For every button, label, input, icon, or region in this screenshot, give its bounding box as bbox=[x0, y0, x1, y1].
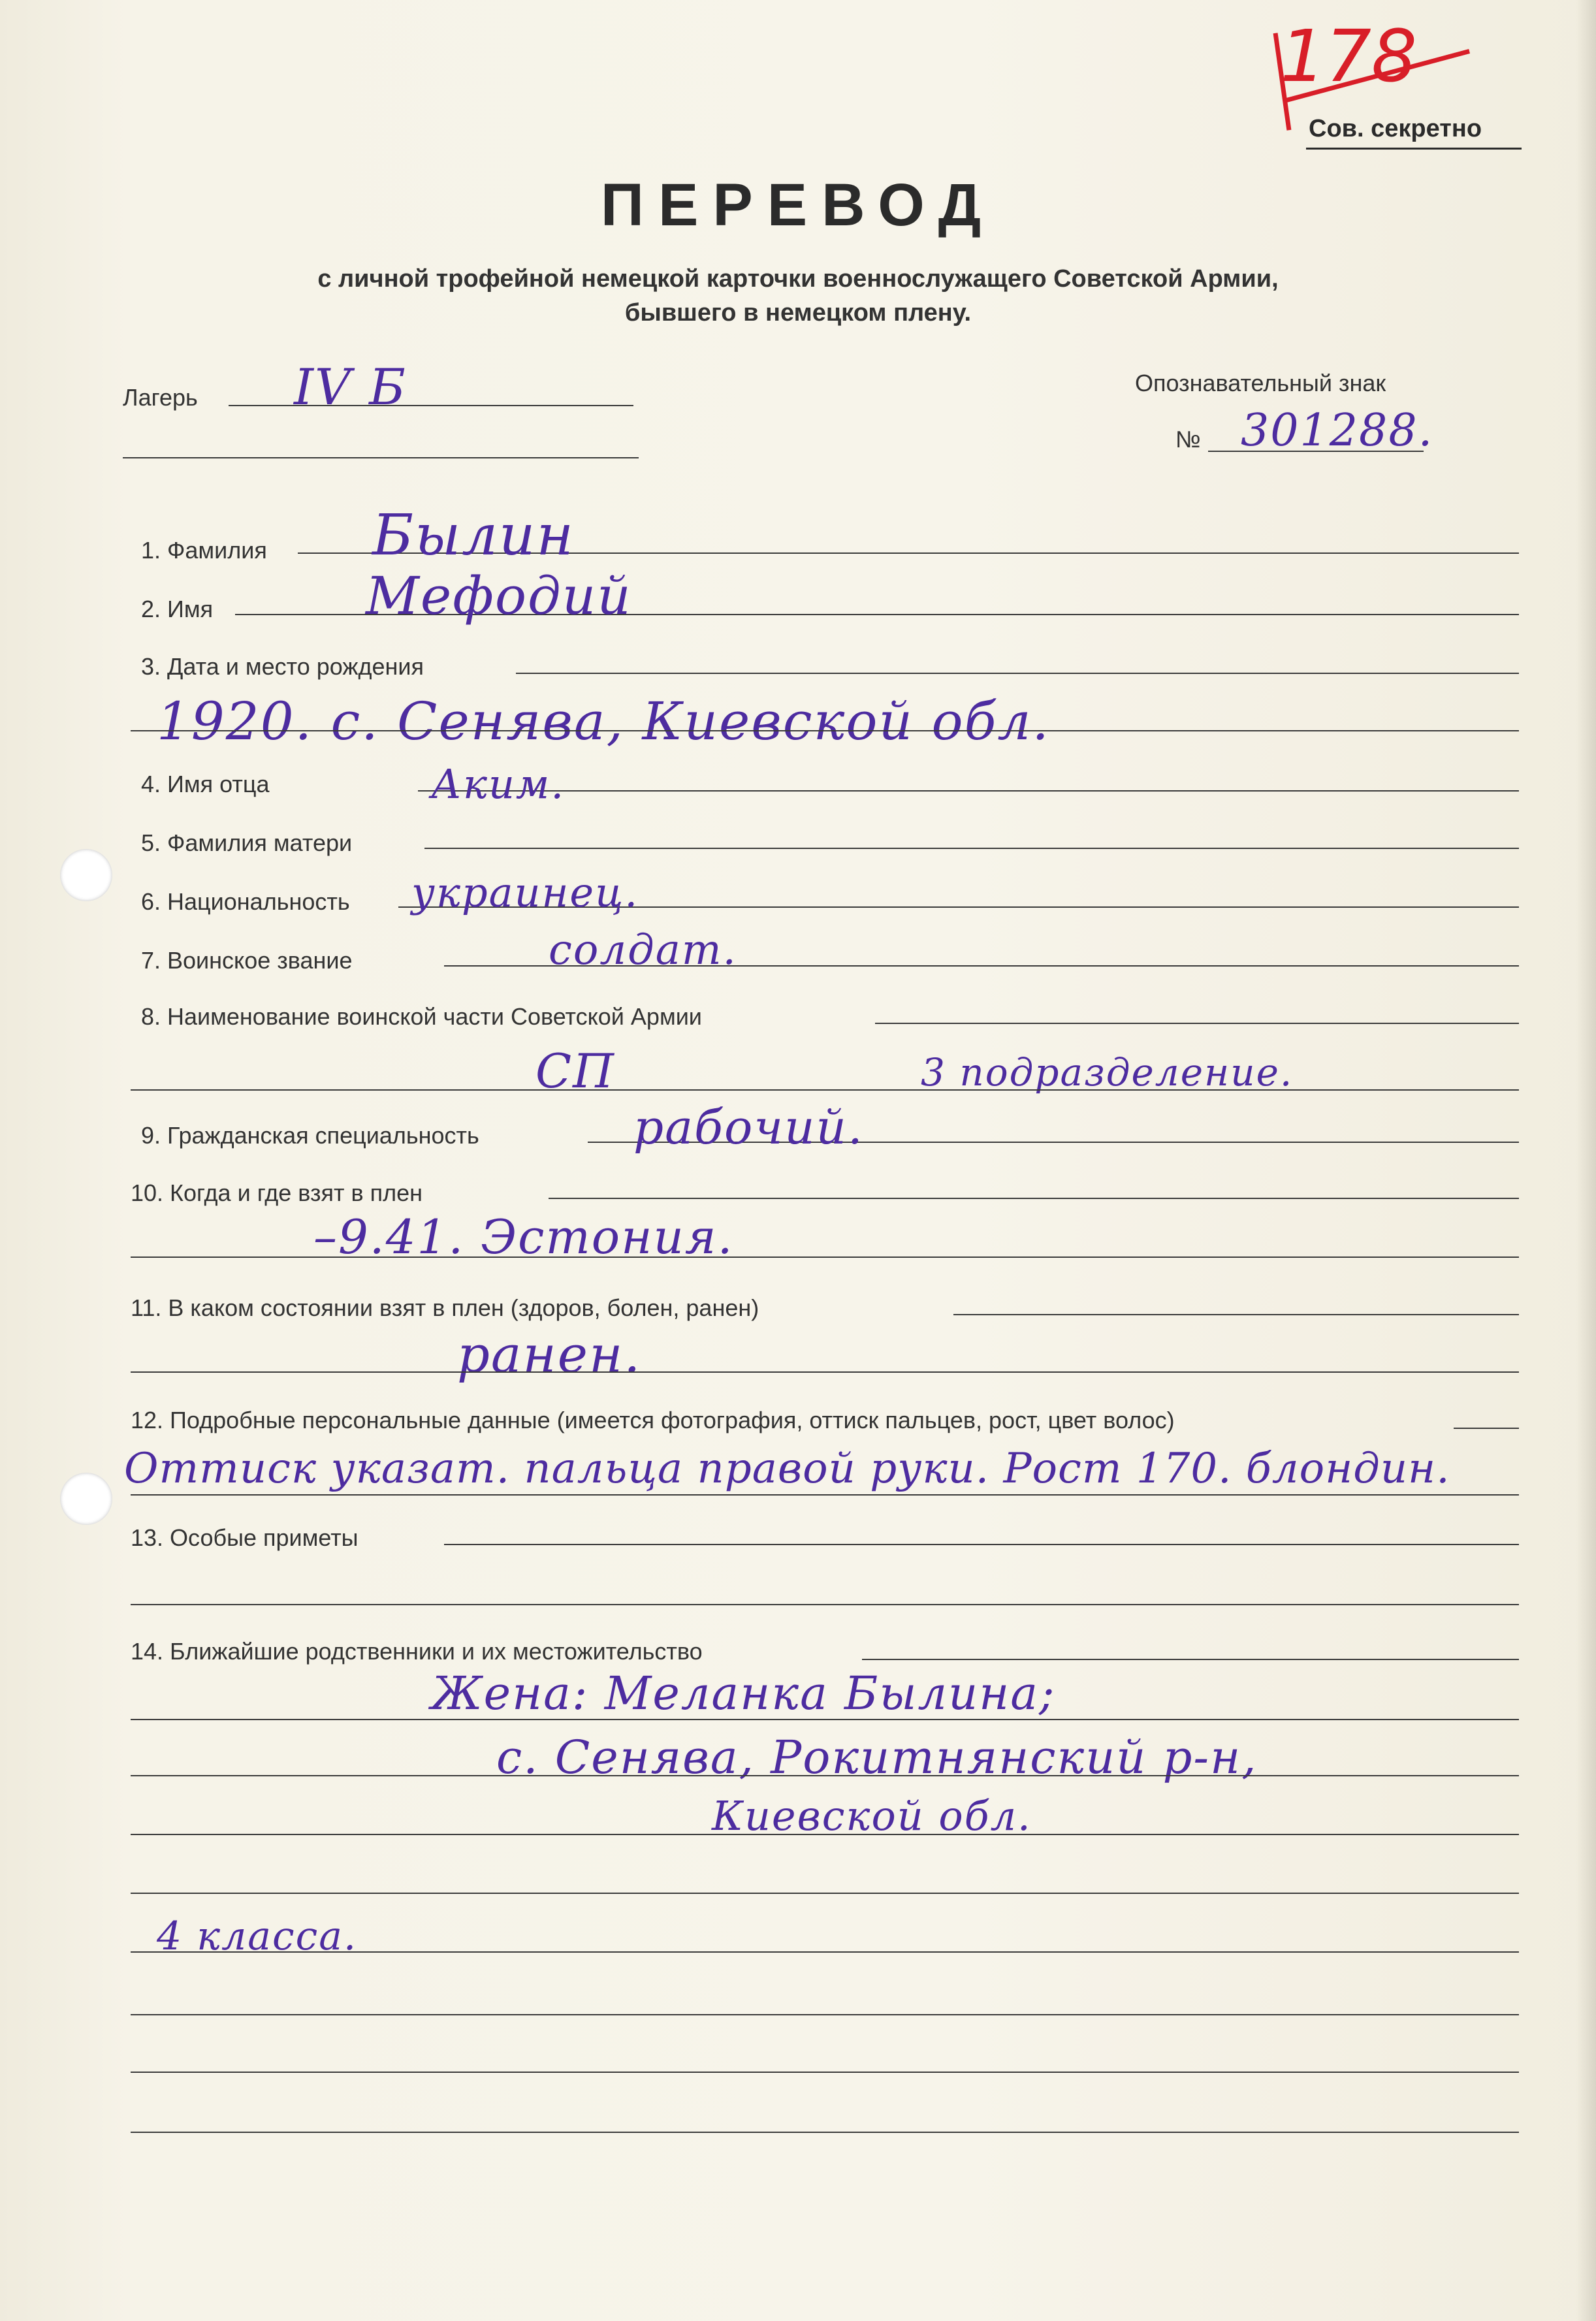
field-14-value-line-1: Жена: Меланка Былина; bbox=[431, 1667, 1056, 1720]
field-12-label: 12. Подробные персональные данные (имеется фотография, оттиск пальцев, рост, цвет волос) bbox=[131, 1407, 1175, 1433]
camp-line bbox=[229, 405, 633, 406]
field-12-value: Оттиск указат. пальца правой руки. Рост 170. блондин. bbox=[124, 1445, 1450, 1493]
id-number-value: 301288. bbox=[1241, 405, 1434, 456]
field-8-line bbox=[875, 1023, 1519, 1024]
subtitle-line-1: с личной трофейной немецкой карточки военнослужащего Советской Армии, bbox=[317, 265, 1279, 293]
field-11-line bbox=[953, 1314, 1519, 1315]
field-11-value: ранен. bbox=[457, 1326, 642, 1385]
field-4-value: Аким. bbox=[431, 760, 566, 808]
field-1-value: Былин bbox=[372, 503, 575, 568]
field-14-line-2 bbox=[131, 1719, 1519, 1720]
field-8-value: СП bbox=[535, 1044, 615, 1098]
field-3-label: 3. Дата и место рождения bbox=[141, 653, 424, 680]
classification-underline bbox=[1306, 148, 1522, 150]
field-13-line-2 bbox=[131, 1604, 1519, 1605]
field-14-line-5 bbox=[131, 1893, 1519, 1894]
field-6-label: 6. Национальность bbox=[141, 888, 350, 915]
field-2-value: Мефодий bbox=[366, 566, 632, 626]
field-2-label: 2. Имя bbox=[141, 596, 214, 622]
camp-label: Лагерь bbox=[123, 384, 198, 411]
paper-edge bbox=[1576, 0, 1596, 2321]
id-number-label: № bbox=[1175, 426, 1201, 453]
field-12-line bbox=[1454, 1428, 1519, 1429]
field-7-label: 7. Воинское звание bbox=[141, 947, 353, 974]
note-line-4 bbox=[131, 2132, 1519, 2133]
field-14-label: 14. Ближайшие родственники и их местожительство bbox=[131, 1638, 703, 1665]
field-9-value: рабочий. bbox=[633, 1100, 864, 1155]
field-11-label: 11. В каком состоянии взят в плен (здоров, болен, ранен) bbox=[131, 1294, 759, 1321]
camp-line-2 bbox=[123, 457, 639, 458]
field-14-line-4 bbox=[131, 1834, 1519, 1835]
page-title: ПЕРЕВОД bbox=[600, 172, 996, 238]
field-9-label: 9. Гражданская специальность bbox=[141, 1122, 479, 1149]
field-13-line bbox=[444, 1544, 1519, 1545]
field-8-label: 8. Наименование воинской части Советской Армии bbox=[141, 1003, 702, 1030]
field-7-value: солдат. bbox=[549, 926, 737, 974]
file-number: 178 bbox=[1280, 14, 1417, 98]
field-3-value: 1920. с. Сенява, Киевской обл. bbox=[157, 691, 1050, 752]
field-13-label: 13. Особые приметы bbox=[131, 1524, 359, 1551]
field-6-value: украинец. bbox=[411, 869, 639, 916]
punch-hole bbox=[60, 849, 112, 901]
field-5-line bbox=[424, 848, 1519, 849]
field-10-value: –9.41. Эстония. bbox=[313, 1209, 734, 1264]
field-14-line bbox=[862, 1659, 1519, 1660]
extra-note: 4 класса. bbox=[157, 1913, 358, 1959]
field-8-line-2 bbox=[131, 1089, 1519, 1091]
field-10-label: 10. Когда и где взят в плен bbox=[131, 1179, 423, 1206]
field-11-line-2 bbox=[131, 1371, 1519, 1373]
camp-value: IV Б bbox=[294, 358, 407, 416]
subtitle-line-2: бывшего в немецком плену. bbox=[624, 299, 972, 327]
field-10-line-2 bbox=[131, 1257, 1519, 1258]
field-3-line-2 bbox=[131, 730, 1519, 731]
field-4-label: 4. Имя отца bbox=[141, 771, 270, 797]
field-3-line bbox=[516, 673, 1519, 674]
note-line-2 bbox=[131, 2014, 1519, 2015]
punch-hole bbox=[60, 1473, 112, 1525]
field-12-line-2 bbox=[131, 1494, 1519, 1496]
field-4-line bbox=[418, 790, 1519, 792]
note-line-3 bbox=[131, 2072, 1519, 2073]
field-5-label: 5. Фамилия матери bbox=[141, 829, 353, 856]
field-1-label: 1. Фамилия bbox=[141, 537, 267, 564]
field-14-value-line-3: Киевской обл. bbox=[712, 1792, 1032, 1840]
field-14-value-line-2: с. Сенява, Рокитнянский р-н, bbox=[496, 1731, 1258, 1784]
field-10-line bbox=[549, 1198, 1519, 1199]
note-line-1 bbox=[131, 1951, 1519, 1953]
id-tag-label: Опознавательный знак bbox=[1135, 370, 1386, 396]
field-14-line-3 bbox=[131, 1775, 1519, 1776]
classification-stamp: Сов. секретно bbox=[1309, 115, 1482, 142]
field-8-value-2: 3 подразделение. bbox=[921, 1050, 1294, 1095]
